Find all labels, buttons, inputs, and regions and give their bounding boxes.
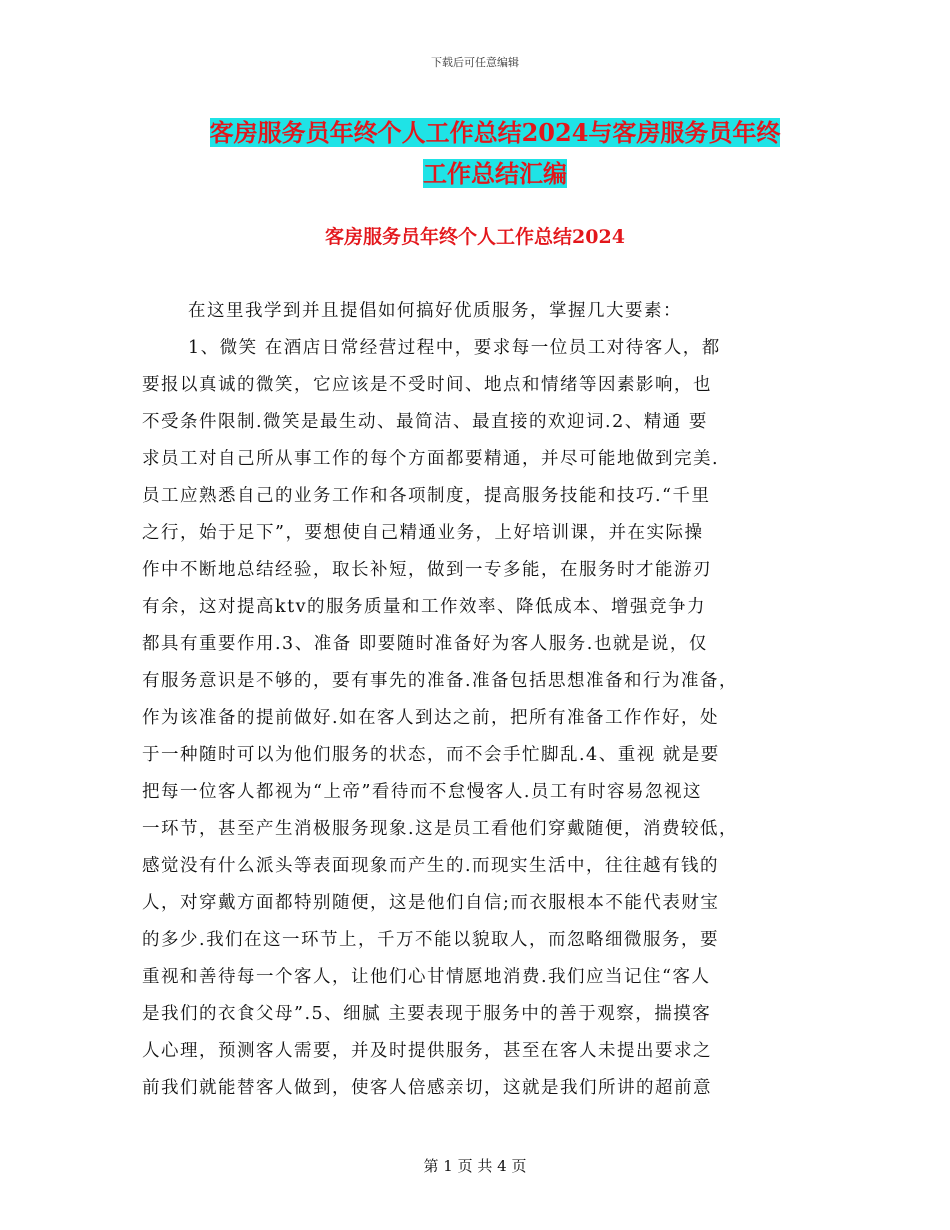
paragraph-line: 员工应熟悉自己的业务工作和各项制度，提高服务技能和技巧.“千里 <box>142 486 711 506</box>
paragraph-line: 要报以真诚的微笑，它应该是不受时间、地点和情绪等因素影响，也 <box>142 375 712 395</box>
paragraph-line: 有余，这对提高ktv的服务质量和工作效率、降低成本、增强竞争力 <box>142 597 707 617</box>
paragraph-line: 有服务意识是不够的，要有事先的准备.准备包括思想准备和行为准备， <box>142 671 739 691</box>
paragraph-line: 作中不断地总结经验，取长补短，做到一专多能，在服务时才能游刃 <box>142 560 712 580</box>
paragraph-line: 人，对穿戴方面都特别随便，这是他们自信;而衣服根本不能代表财宝 <box>142 893 720 913</box>
paragraph-line: 重视和善待每一个客人，让他们心甘情愿地消费.我们应当记住“客人 <box>142 967 711 987</box>
paragraph-line: 作为该准备的提前做好.如在客人到达之前，把所有准备工作作好，处 <box>142 708 720 728</box>
paragraph-line: 都具有重要作用.3、准备 即要随时准备好为客人服务.也就是说，仅 <box>142 634 708 654</box>
body-text <box>142 293 812 1107</box>
paragraph-line: 是我们的衣食父母”.5、细腻 主要表现于服务中的善于观察，揣摸客 <box>142 1004 712 1024</box>
paragraph-line: 1、微笑 在酒店日常经营过程中，要求每一位员工对待客人，都 <box>188 338 721 358</box>
paragraph-line: 不受条件限制.微笑是最生动、最简洁、最直接的欢迎词.2、精通 要 <box>142 412 708 432</box>
paragraph-line: 于一种随时可以为他们服务的状态，而不会手忙脚乱.4、重视 就是要 <box>142 745 720 765</box>
document-title-line-1: 客房服务员年终个人工作总结2024与客房服务员年终 <box>209 118 781 147</box>
header-note: 下载后可任意编辑 <box>431 56 519 69</box>
paragraph-line: 一环节，甚至产生消极服务现象.这是员工看他们穿戴随便，消费较低， <box>142 819 739 839</box>
paragraph-line: 感觉没有什么派头等表面现象而产生的.而现实生活中，往往越有钱的 <box>142 856 720 876</box>
paragraph-line: 之行，始于足下”，要想使自己精通业务，上好培训课，并在实际操 <box>142 523 704 543</box>
paragraph-line: 前我们就能替客人做到，使客人倍感亲切，这就是我们所讲的超前意 <box>142 1078 712 1098</box>
document-title <box>140 112 850 194</box>
paragraph-line: 把每一位客人都视为“上帝”看待而不怠慢客人.员工有时容易忽视这 <box>142 782 702 802</box>
paragraph-line: 求员工对自己所从事工作的每个方面都要精通，并尽可能地做到完美. <box>142 449 720 469</box>
paragraph-line: 在这里我学到并且提倡如何搞好优质服务，掌握几大要素： <box>188 301 682 321</box>
section-title: 客房服务员年终个人工作总结2024 <box>325 226 625 248</box>
paragraph-line: 人心理，预测客人需要，并及时提供服务，甚至在客人未提出要求之 <box>142 1041 712 1061</box>
paragraph-line: 的多少.我们在这一环节上，千万不能以貌取人，而忽略细微服务，要 <box>142 930 720 950</box>
document-title-line-2: 工作总结汇编 <box>423 159 567 188</box>
page-number: 第 1 页 共 4 页 <box>423 1157 527 1175</box>
